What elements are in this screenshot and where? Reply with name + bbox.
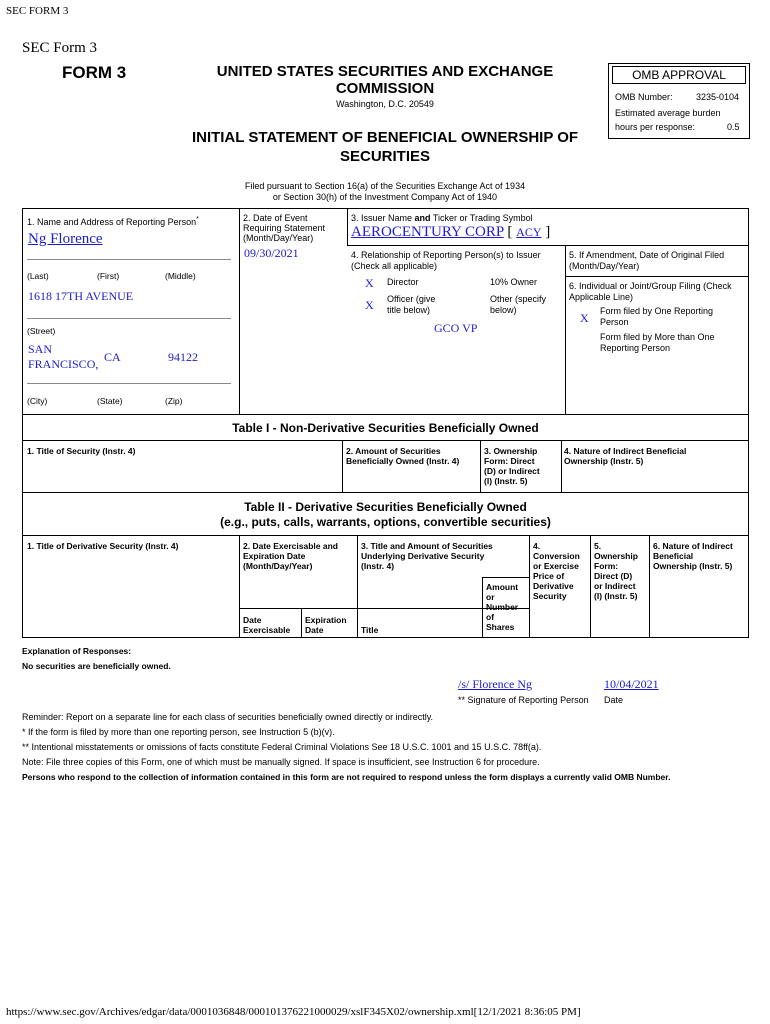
director-label: Director	[387, 277, 419, 287]
omb-burden-label: Estimated average burden	[615, 108, 721, 118]
table1-col3-header: 3. Ownership Form: Direct (D) or Indirect (I) (Instr. 5)	[484, 446, 540, 486]
table2-title-subheader: Title	[361, 625, 379, 635]
issuer-line: AEROCENTURY CORP [ ACY ]	[351, 224, 551, 240]
box5-label: 5. If Amendment, Date of Original Filed (Month/Day/Year)	[569, 250, 725, 271]
statement-title: INITIAL STATEMENT OF BENEFICIAL OWNERSHIP OF SECURITIES	[191, 129, 579, 165]
one-person-mark: X	[580, 311, 589, 325]
table2-date-exercisable: Date Exercisable	[243, 615, 291, 635]
footer-url: https://www.sec.gov/Archives/edgar/data/0001036848/000101376221000029/xslF345X02/ownership.xml[12/1/2021 8:36:05 PM]	[6, 1006, 581, 1018]
street-label: (Street)	[27, 326, 56, 336]
explanation-block: Explanation of Responses: No securities are beneficially owned.	[22, 646, 171, 671]
last-label: (Last)	[27, 271, 49, 281]
one-person-label: Form filed by One Reporting Person	[600, 306, 714, 327]
notes-block	[22, 710, 752, 785]
date-label: Date	[604, 695, 624, 705]
table2-title: Table II - Derivative Securities Beneficially Owned (e.g., puts, calls, warrants, options, convertible securities)	[220, 500, 551, 529]
middle-label: (Middle)	[165, 271, 196, 281]
issuer-name-link[interactable]: AEROCENTURY CORP	[351, 224, 504, 240]
director-mark: X	[365, 276, 374, 290]
city: SAN FRANCISCO,	[28, 342, 99, 371]
sec-form-label: SEC Form 3	[22, 40, 98, 56]
street-address: 1618 17TH AVENUE	[28, 289, 134, 303]
persons-note: Persons who respond to the collection of information contained in this form are not required to respond unless the form displays a currently valid OMB Number.	[22, 772, 671, 782]
note-one: * If the form is filed by more than one reporting person, see Instruction 5 (b)(v).	[22, 727, 335, 737]
state: CA	[104, 350, 121, 364]
note-two: ** Intentional misstatements or omissions of facts constitute Federal Criminal Violations See 18 U.S.C. 1001 and 15 U.S.C. 78ff(a).	[22, 742, 542, 752]
box2-label: 2. Date of Event Requiring Statement (Month/Day/Year)	[243, 213, 326, 243]
officer-label: Officer (give title below)	[387, 294, 436, 315]
table1-col2-header: 2. Amount of Securities Beneficially Owned (Instr. 4)	[346, 446, 460, 466]
omb-hours-label: hours per response:	[615, 122, 696, 132]
officer-mark: X	[365, 298, 374, 312]
omb-number-label: OMB Number:	[615, 92, 673, 102]
first-label: (First)	[97, 271, 120, 281]
other-label: Other (specify below)	[490, 294, 547, 315]
box6-label: 6. Individual or Joint/Group Filing (Check Applicable Line)	[569, 281, 732, 302]
table2-col1-header: 1. Title of Derivative Security (Instr. 4)	[27, 541, 179, 551]
table2-col2-header: 2. Date Exercisable and Expiration Date (Month/Day/Year)	[243, 541, 338, 571]
ticker-link[interactable]: ACY	[516, 225, 542, 239]
form-label: FORM 3	[62, 63, 127, 82]
note-three: Note: File three copies of this Form, one of which must be manually signed. If space is insufficient, see Instruction 6 for procedure.	[22, 757, 540, 767]
table2-col5-header: 5. Ownership Form: Direct (D) or Indirect (I) (Instr. 5)	[594, 541, 638, 601]
table1-col4-header: 4. Nature of Indirect Beneficial Ownership (Instr. 5)	[564, 446, 687, 466]
page-header-title: SEC FORM 3	[6, 5, 69, 17]
signature-value: /s/ Florence Ng	[458, 677, 532, 691]
zip: 94122	[168, 350, 198, 364]
table2-col6-header: 6. Nature of Indirect Beneficial Ownership (Instr. 5)	[653, 541, 733, 571]
agency-location: Washington, D.C. 20549	[336, 99, 434, 109]
box1-label: 1. Name and Address of Reporting Person*	[27, 216, 199, 227]
box4-label: 4. Relationship of Reporting Person(s) to Issuer (Check all applicable)	[351, 250, 541, 271]
table2-amount-subheader: Amount or Number of Shares	[486, 582, 519, 632]
signature-date: 10/04/2021	[604, 677, 659, 691]
table2-col3-header: 3. Title and Amount of Securities Underlying Derivative Security (Instr. 4)	[361, 541, 493, 571]
table1-col1-header: 1. Title of Security (Instr. 4)	[27, 446, 136, 456]
state-label: (State)	[97, 396, 123, 406]
reporting-person-name[interactable]: Ng Florence	[28, 231, 103, 247]
reminder-note: Reminder: Report on a separate line for each class of securities beneficially owned directly or indirectly.	[22, 712, 434, 722]
signature-label: ** Signature of Reporting Person	[458, 695, 589, 705]
filed-pursuant: Filed pursuant to Section 16(a) of the Securities Exchange Act of 1934 or Section 30(h) of the Investment Company Act of 1940	[244, 181, 526, 202]
table1-title: Table I - Non-Derivative Securities Beneficially Owned	[232, 421, 539, 435]
event-date: 09/30/2021	[244, 246, 299, 260]
city-label: (City)	[27, 396, 48, 406]
zip-label: (Zip)	[165, 396, 183, 406]
table2-expiration-date: Expiration Date	[305, 615, 347, 635]
officer-title: GCO VP	[434, 321, 478, 335]
agency-title: UNITED STATES SECURITIES AND EXCHANGE COMMISSION	[216, 63, 554, 97]
table2-col4-header: 4. Conversion or Exercise Price of Derivative Security	[533, 541, 580, 601]
more-persons-label: Form filed by More than One Reporting Person	[600, 332, 715, 353]
omb-number-value: 3235-0104	[696, 92, 740, 102]
box3-label: 3. Issuer Name and Ticker or Trading Symbol	[351, 213, 533, 223]
ten-percent-owner-label: 10% Owner	[490, 277, 538, 287]
omb-hours-value: 0.5	[727, 122, 740, 132]
omb-title: OMB APPROVAL	[612, 66, 746, 84]
